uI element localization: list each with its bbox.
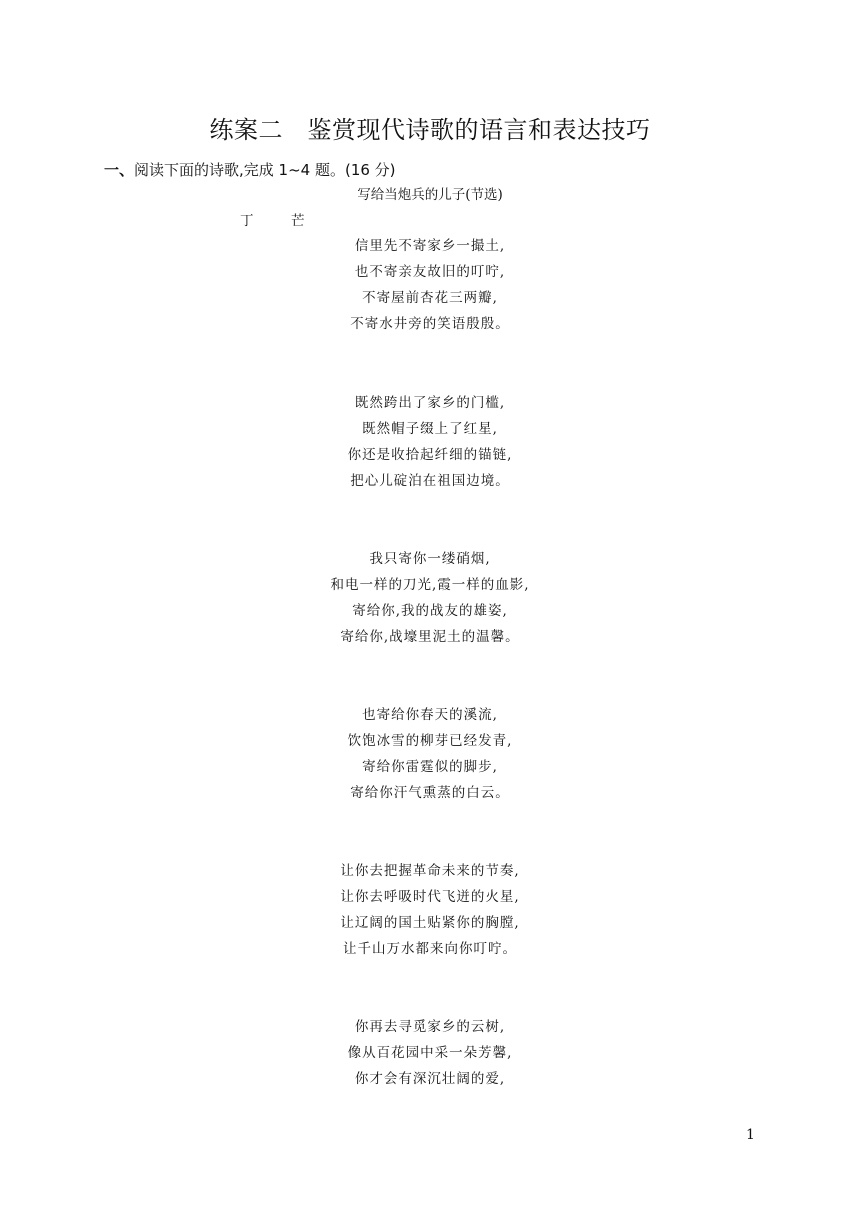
poem-line: 让你去呼吸时代飞迸的火星, bbox=[340, 889, 520, 905]
section-instruction: 阅读下面的诗歌,完成 1~4 题。(16 分) bbox=[134, 161, 396, 179]
poem-author: 丁 芒 bbox=[240, 213, 317, 229]
poem-line: 像从百花园中采一朵芳馨, bbox=[347, 1045, 513, 1061]
poem-line: 寄给你雷霆似的脚步, bbox=[362, 759, 498, 775]
poem-line: 让你去把握革命未来的节奏, bbox=[340, 863, 520, 879]
section-heading bbox=[104, 159, 396, 181]
poem-title: 写给当炮兵的儿子(节选) bbox=[357, 187, 503, 203]
poem-line: 既然帽子缀上了红星, bbox=[362, 421, 498, 437]
section-number: 一、 bbox=[104, 161, 135, 179]
poem-line: 也不寄亲友故旧的叮咛, bbox=[354, 264, 506, 280]
poem-line: 和电一样的刀光,霞一样的血影, bbox=[330, 577, 530, 593]
poem-line: 寄给你汗气熏蒸的白云。 bbox=[350, 785, 510, 801]
poem-line: 让千山万水都来向你叮咛。 bbox=[343, 941, 517, 957]
poem-line: 让辽阔的国土贴紧你的胸膛, bbox=[340, 915, 520, 931]
poem-line: 信里先不寄家乡一撮土, bbox=[354, 238, 506, 254]
page-number: 1 bbox=[746, 1127, 755, 1143]
poem-line: 不寄水井旁的笑语殷殷。 bbox=[350, 316, 510, 332]
stanza-6 bbox=[0, 1014, 860, 1092]
poem-line: 把心儿碇泊在祖国边境。 bbox=[350, 473, 510, 489]
stanza-1 bbox=[0, 233, 860, 337]
stanza-4 bbox=[0, 702, 860, 806]
poem-line: 我只寄你一缕硝烟, bbox=[369, 551, 491, 567]
poem-line: 饮饱冰雪的柳芽已经发青, bbox=[347, 733, 513, 749]
stanza-2 bbox=[0, 390, 860, 494]
poem-line: 不寄屋前杏花三两瓣, bbox=[362, 290, 498, 306]
poem-line: 既然跨出了家乡的门槛, bbox=[354, 395, 506, 411]
poem-line: 你才会有深沉壮阔的爱, bbox=[354, 1071, 506, 1087]
stanza-3 bbox=[0, 546, 860, 650]
poem-line: 你再去寻觅家乡的云树, bbox=[354, 1019, 506, 1035]
stanza-5 bbox=[0, 858, 860, 962]
poem-line: 也寄给你春天的溪流, bbox=[362, 707, 498, 723]
poem-line: 你还是收拾起纤细的锚链, bbox=[347, 447, 513, 463]
poem-line: 寄给你,我的战友的雄姿, bbox=[352, 603, 508, 619]
poem-line: 寄给你,战壕里泥土的温馨。 bbox=[340, 629, 520, 645]
page-title: 练案二 鉴赏现代诗歌的语言和表达技巧 bbox=[209, 116, 651, 144]
